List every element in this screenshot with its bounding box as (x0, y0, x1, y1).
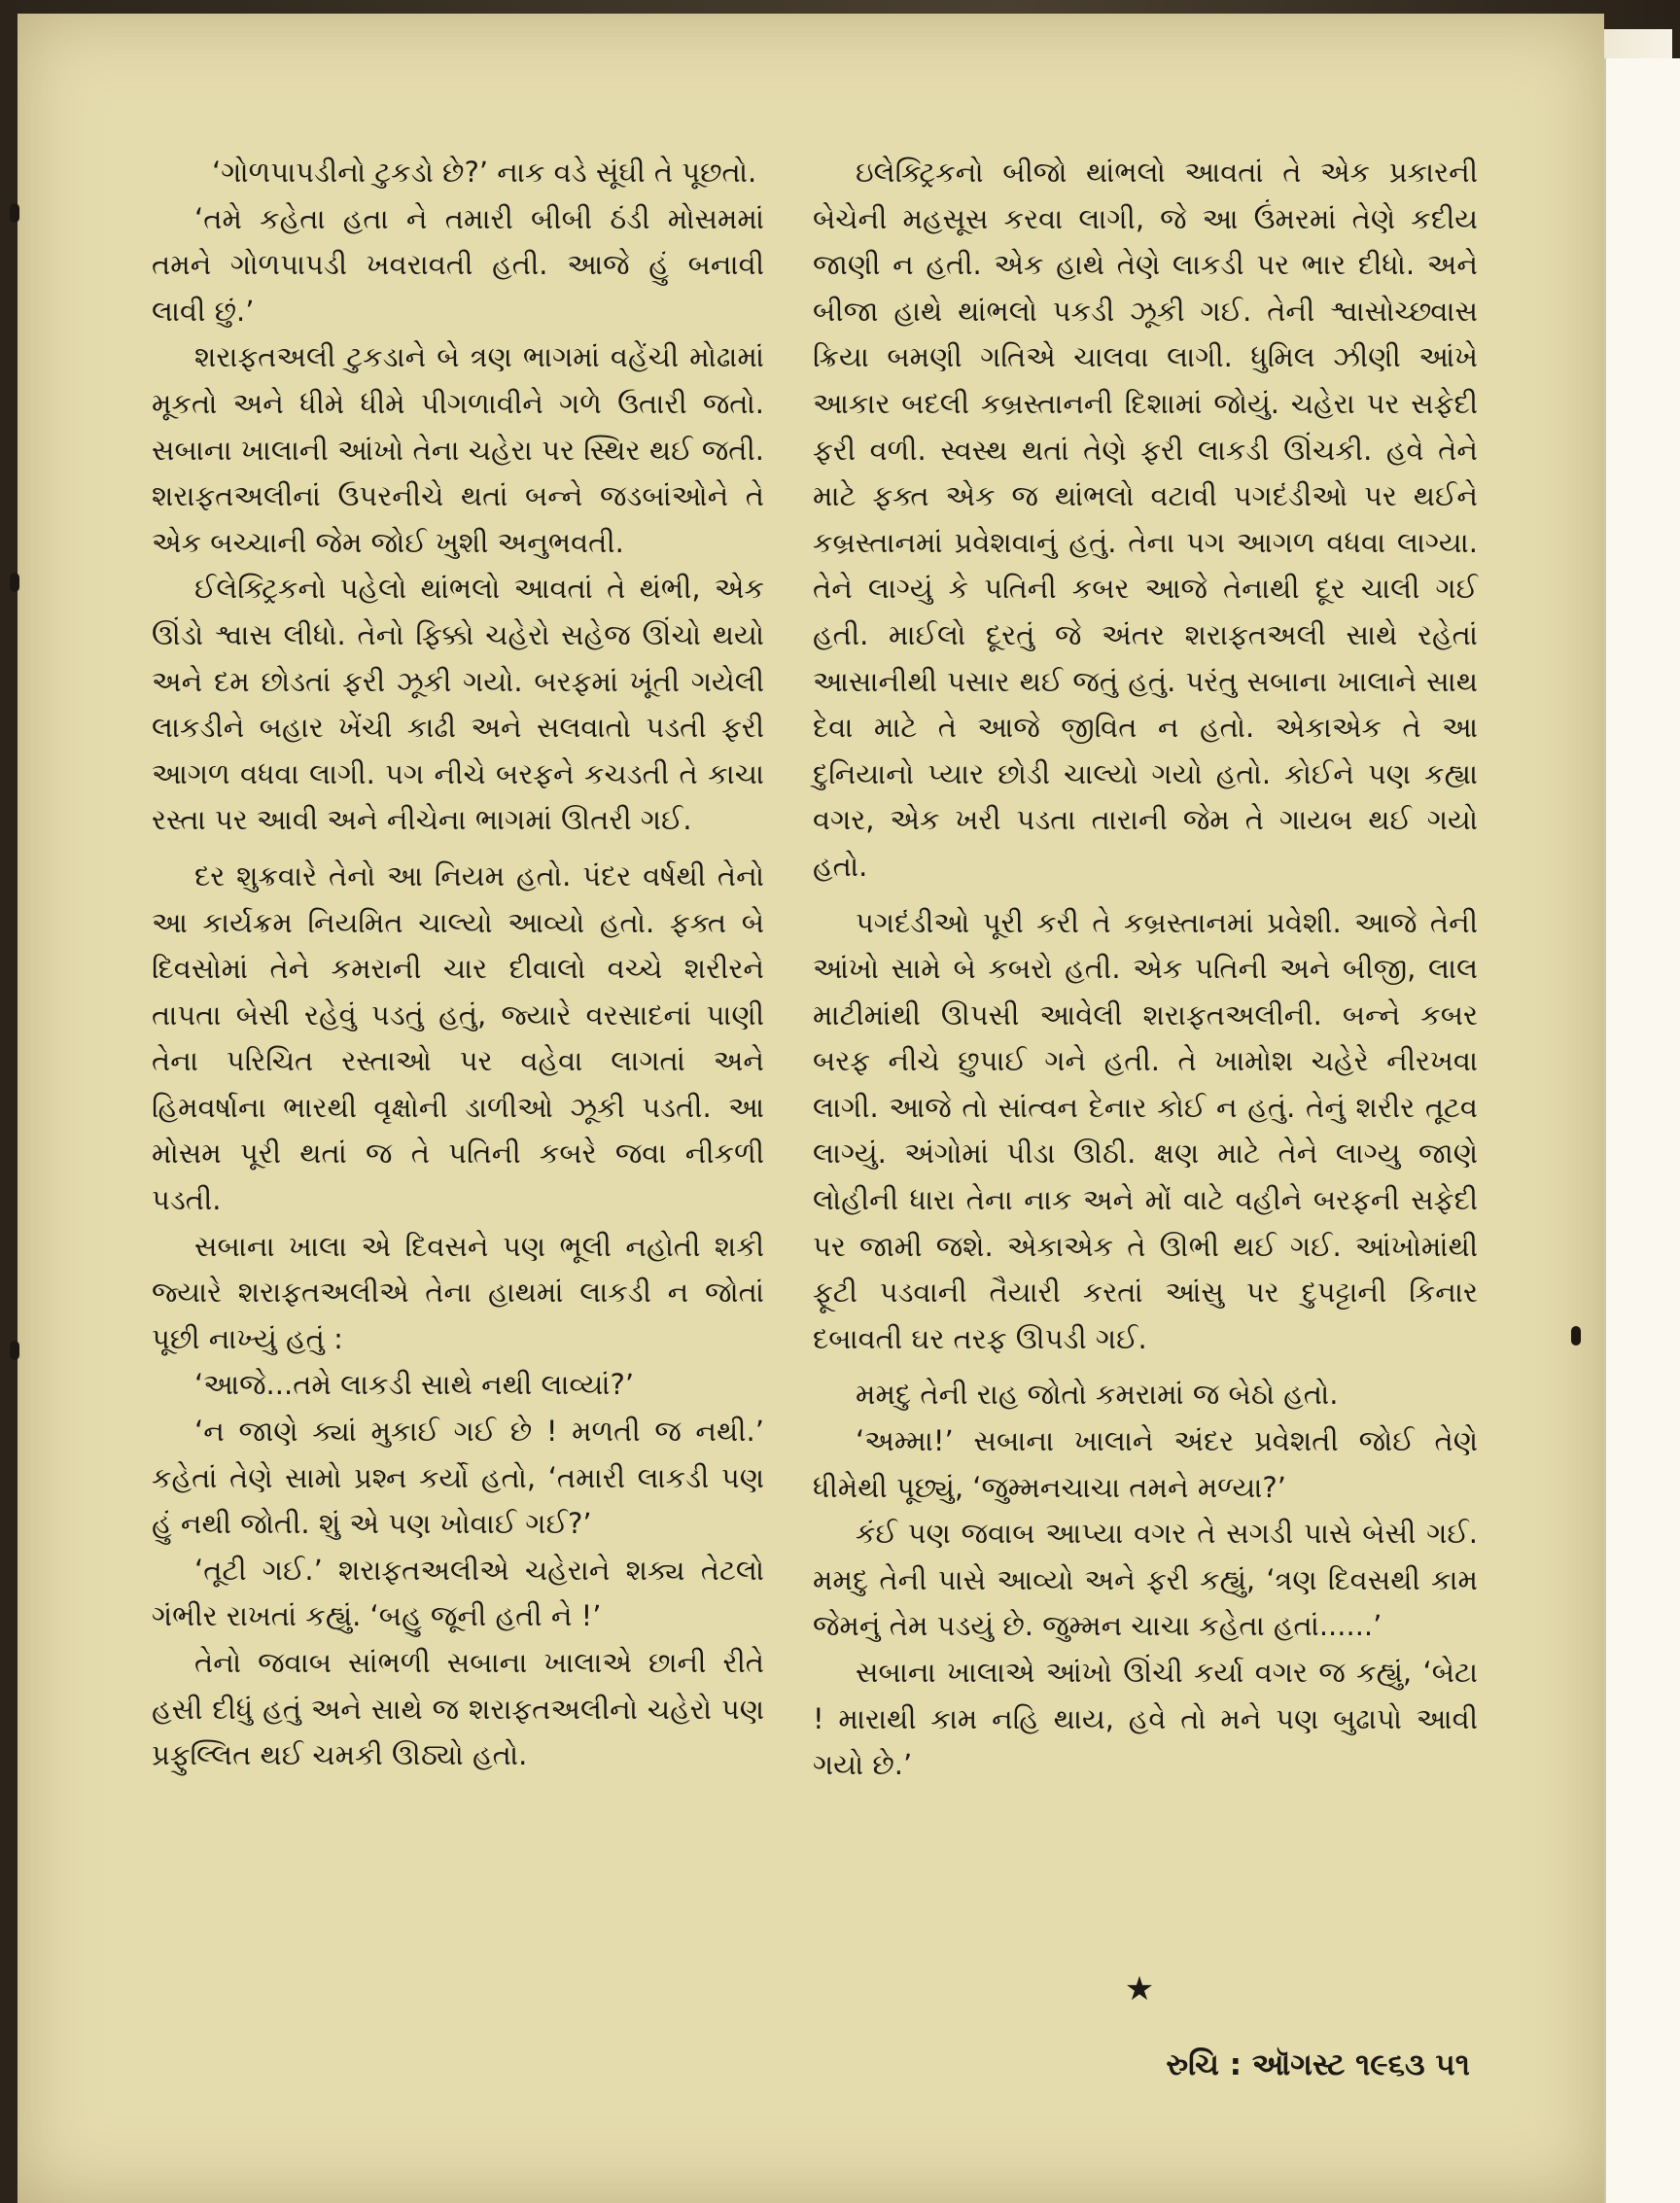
paragraph: ઈલેક્ટ્રિકનો પહેલો થાંભલો આવતાં તે થંભી, એક ઊંડો શ્વાસ લીધો. તેનો ફિક્કો ચહેરો સહેજ ઊંચો થયો અને દમ છોડતાં ફરી ઝૂકી ગયો. બરફમાં ખૂંતી ગયેલી લાકડીને બહાર ખેંચી કાઢી અને સલવાતો પડતી ફરી આગળ વધવા લાગી. પગ નીચે બરફને કચડતી તે કાચા રસ્તા પર આવી અને નીચેના ભાગમાં ઊતરી ગઈ. (152, 572, 764, 837)
next-page-edge-inner (1604, 58, 1680, 2203)
paragraph: ‘આજે...તમે લાકડી સાથે નથી લાવ્યાં?’ (194, 1368, 635, 1402)
paragraph: પગદંડીઓ પૂરી કરી તે કબ્રસ્તાનમાં પ્રવેશી. આજે તેની આંખો સામે બે કબરો હતી. એક પતિની અને બીજી, લાલ માટીમાંથી ઊપસી આવેલી શરાફતઅલીની. બન્ને કબર બરફ નીચે છુપાઈ ગને હતી. તે ખામોશ ચહેરે નીરખવા લાગી. આજે તો સાંત્વન દેનાર કોઈ ન હતું. તેનું શરીર તૂટવ લાગ્યું. અંગોમાં પીડા ઊઠી. ક્ષણ માટે તેને લાગ્યુ જાણે લોહીની ધારા તેના નાક અને મોં વાટે વહીને બરફની સફેદી પર જામી જશે. એકાએક તે ઊભી થઈ ગઈ. આંખોમાંથી ફૂટી પડવાની તૈયારી કરતાં આંસુ પર દુપટ્ટાની કિનાર દબાવતી ઘર તરફ ઊપડી ગઈ. (813, 905, 1478, 1355)
binding-hole (1571, 1326, 1581, 1346)
paragraph: ‘ન જાણે ક્યાં મુકાઈ ગઈ છે ! મળતી જ નથી.’ કહેતાં તેણે સામો પ્રશ્ન કર્યો હતો, ‘તમારી લાકડી પણ હું નથી જોતી. શું એ પણ ખોવાઈ ગઈ?’ (152, 1415, 764, 1541)
paragraph: ‘તૂટી ગઈ.’ શરાફતઅલીએ ચહેરાને શક્ય તેટલો ગંભીર રાખતાં કહ્યું. ‘બહુ જૂની હતી ને !’ (152, 1553, 764, 1633)
paragraph: ‘તમે કહેતા હતા ને તમારી બીબી ઠંડી મોસમમાં તમને ગોળપાપડી ખવરાવતી હતી. આજે હું બનાવી લાવી છું.’ (152, 201, 764, 328)
left-column (152, 150, 764, 1779)
binding-hole (10, 1341, 19, 1360)
binding-hole (10, 573, 19, 592)
paragraph: ‘અમ્મા!’ સબાના ખાલાને અંદર પ્રવેશતી જોઈ તેણે ધીમેથી પૂછ્યું, ‘જુમ્મનચાચા તમને મળ્યા?’ (813, 1424, 1478, 1504)
page-footer: રુચિ : ઑગસ્ટ ૧૯૬૩ ૫૧ (1166, 2047, 1470, 2082)
paragraph: મમદુ તેની રાહ જોતો કમરામાં જ બેઠો હતો. (856, 1378, 1339, 1412)
right-column (813, 150, 1478, 1789)
paragraph: દર શુક્રવારે તેનો આ નિયમ હતો. પંદર વર્ષથી તેનો આ કાર્યક્રમ નિયમિત ચાલ્યો આવ્યો હતો. ફક્ત બે દિવસોમાં તેને કમરાની ચાર દીવાલો વચ્ચે શરીરને તાપતા બેસી રહેવું પડતું હતું, જ્યારે વરસાદનાં પાણી તેના પરિચિત રસ્તાઓ પર વહેવા લાગતાં અને હિમવર્ષાના ભારથી વૃક્ષોની ડાળીઓ ઝૂકી પડતી. આ મોસમ પૂરી થતાં જ તે પતિની કબરે જવા નીકળી પડતી. (152, 858, 764, 1217)
binding-hole (10, 203, 19, 223)
end-of-story-star: ★ (1124, 1970, 1155, 2009)
paragraph: કંઈ પણ જવાબ આપ્યા વગર તે સગડી પાસે બેસી ગઈ. મમદુ તેની પાસે આવ્યો અને ફરી કહ્યું, ‘ત્રણ દિવસથી કામ જેમનું તેમ પડયું છે. જુમ્મન ચાચા કહેતા હતાં......’ (813, 1517, 1478, 1643)
paragraph: સબાના ખાલા એ દિવસને પણ ભૂલી નહોતી શકી જ્યારે શરાફતઅલીએ તેના હાથમાં લાકડી ન જોતાં પૂછી નાખ્યું હતું : (152, 1229, 764, 1355)
paragraph: તેનો જવાબ સાંભળી સબાના ખાલાએ છાની રીતે હસી દીધું હતું અને સાથે જ શરાફતઅલીનો ચહેરો પણ પ્રફુલ્લિત થઈ ચમકી ઊઠ્યો હતો. (152, 1646, 764, 1772)
magazine-page (18, 14, 1604, 2203)
paragraph: ઇલેક્ટ્રિકનો બીજો થાંભલો આવતાં તે એક પ્રકારની બેચેની મહસૂસ કરવા લાગી, જે આ ઉંમરમાં તેણે કદીય જાણી ન હતી. એક હાથે તેણે લાકડી પર ભાર દીધો. અને બીજા હાથે થાંભલો પકડી ઝૂકી ગઈ. તેની શ્વાસોચ્છ્વાસ ક્રિયા બમણી ગતિએ ચાલવા લાગી. ધુમિલ ઝીણી આંખે આકાર બદલી કબ્રસ્તાનની દિશામાં જોયું. ચહેરા પર સફેદી ફરી વળી. સ્વસ્થ થતાં તેણે ફરી લાકડી ઊંચકી. હવે તેને માટે ફક્ત એક જ થાંભલો વટાવી પગદંડીઓ પર થઈને કબ્રસ્તાનમાં પ્રવેશવાનું હતું. તેના પગ આગળ વધવા લાગ્યા. તેને લાગ્યું કે પતિની કબર આજે તેનાથી દૂર ચાલી ગઈ હતી. માઈલો દૂરતું જે અંતર શરાફતઅલી સાથે રહેતાં આસાનીથી પસાર થઈ જતું હતું. પરંતુ સબાના ખાલાને સાથ દેવા માટે તે આજે જીવિત ન હતો. એકાએક તે આ દુનિયાનો પ્યાર છોડી ચાલ્યો ગયો હતો. કોઈને પણ કહ્યા વગર, એક ખરી પડતા તારાની જેમ તે ગાયબ થઈ ગયો હતો. (813, 156, 1478, 883)
paragraph: ‘ગોળપાપડીનો ટુકડો છે?’ નાક વડે સૂંઘી તે પૂછતો. (212, 156, 757, 189)
paragraph: શરાફતઅલી ટુકડાને બે ત્રણ ભાગમાં વહેંચી મોઢામાં મૂકતો અને ધીમે ધીમે પીગળાવીને ગળે ઉતારી જતો. સબાના ખાલાની આંખો તેના ચહેરા પર સ્થિર થઈ જતી. શરાફતઅલીનાં ઉપરનીચે થતાં બન્ને જડબાંઓને તે એક બચ્ચાની જેમ જોઈ ખુશી અનુભવતી. (152, 340, 764, 559)
paragraph: સબાના ખાલાએ આંખો ઊંચી કર્યા વગર જ કહ્યું, ‘બેટા ! મારાથી કામ નહિ થાય, હવે તો મને પણ બુઢાપો આવી ગયો છે.’ (813, 1656, 1478, 1782)
